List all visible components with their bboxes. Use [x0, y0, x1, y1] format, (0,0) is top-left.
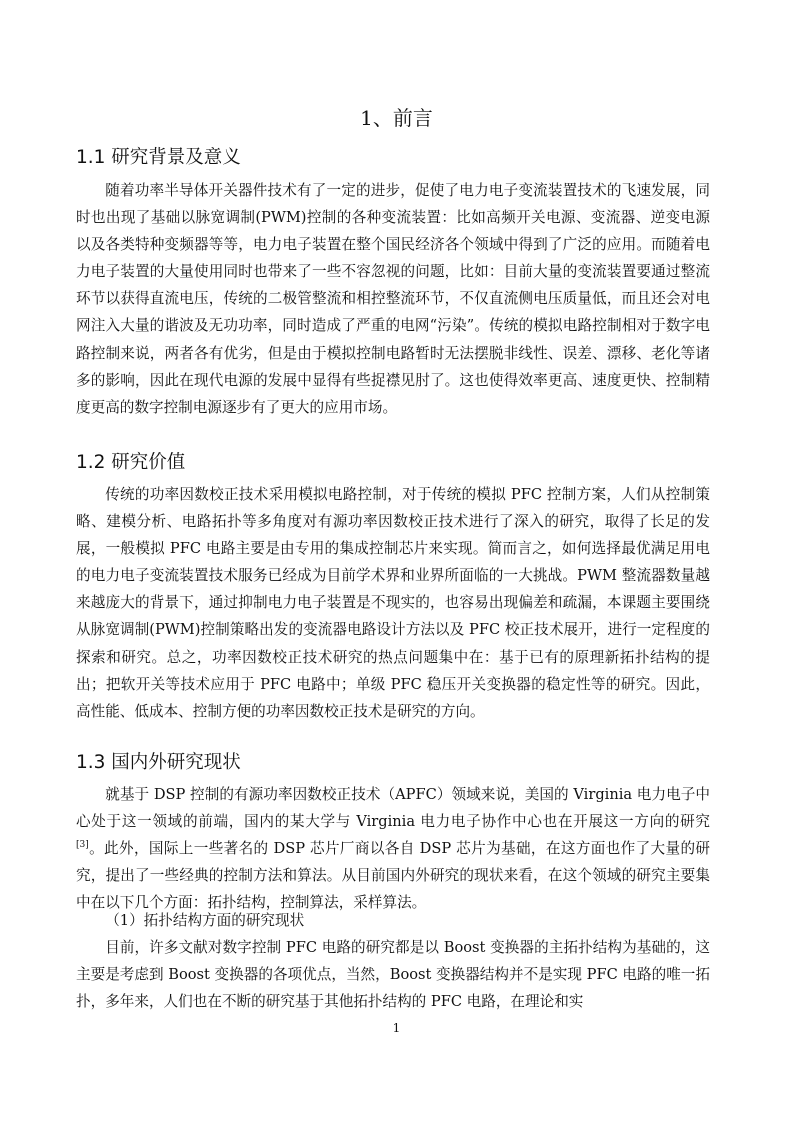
page-number: 1 [392, 1021, 401, 1035]
chapter-title: 1、前言 [360, 106, 433, 130]
section-paragraph-1-1: 随着功率半导体开关器件技术有了一定的进步，促使了电力电子变流装置技术的飞速发展，同时也出现了基础以脉宽调制(PWM)控制的各种变流装置：比如高频开关电源、变流器、逆变电源以及各类特种变频器等等，电力电子装置在整个国民经济各个领域中得到了广泛的应用。而随着电力电子装置的大量使用同时也带来了一些不容忽视的问题，比如：目前大量的变流装置要通过整流环节以获得直流电压，传统的二极管整流和相控整流环节，不仅直流侧电压质量低，而且还会对电网注入大量的谐波及无功功率，同时造成了严重的电网“污染”。传统的模拟电路控制相对于数字电路控制来说，两者各有优劣，但是由于模拟控制电路暂时无法摆脱非线性、误差、漂移、老化等诸多的影响，因此在现代电源的发展中显得有些捉襟见肘了。这也使得效率更高、速度更快、控制精度更高的数字控制电源逐步有了更大的应用市场。 [76, 182, 710, 416]
citation-ref: [3] [76, 840, 89, 851]
section-heading-1-1: 1.1 研究背景及意义 [76, 147, 241, 168]
section-paragraph-1-2: 传统的功率因数校正技术采用模拟电路控制，对于传统的模拟 PFC 控制方案，人们从控制策略、建模分析、电路拓扑等多角度对有源功率因数校正技术进行了深入的研究，取得了长足的发展，一般模拟 PFC 电路主要是由专用的集成控制芯片来实现。简而言之，如何选择最优满足用电的电力电子变流装置技术服务已经成为目前学术界和业界所面临的一大挑战。PWM 整流器数量越来越庞大的背景下，通过抑制电力电子装置是不现实的，也容易出现偏差和疏漏，本课题主要围绕从脉宽调制(PWM)控制策略出发的变流器电路设计方法以及 PFC 校正技术展开，进行一定程度的探索和研究。总之，功率因数校正技术研究的热点问题集中在：基于已有的原理新拓扑结构的提出；把软开关等技术应用于 PFC 电路中；单级 PFC 稳压开关变换器的稳定性等的研究。因此，高性能、低成本、控制方便的功率因数校正技术是研究的方向。 [76, 486, 710, 720]
subheading-topology: （1）拓扑结构方面的研究现状 [105, 912, 305, 929]
section-paragraph-1-3 [76, 781, 710, 916]
paragraph-text-after-ref: 。此外，国际上一些著名的 DSP 芯片厂商以各自 DSP 芯片为基础，在这方面也作了大量的研究，提出了一些经典的控制方法和算法。从目前国内外研究的现状来看，在这个领域的研究主要集中在以下几个方面：拓扑结构，控制算法，采样算法。 [76, 840, 710, 912]
paragraph-text-before-ref: 就基于 DSP 控制的有源功率因数校正技术（APFC）领域来说，美国的 Virginia 电力电子中心处于这一领域的前端，国内的某大学与 Virginia 电力电子协作中心也在开展这一方向的研究 [76, 786, 710, 831]
section-heading-1-2: 1.2 研究价值 [76, 452, 186, 473]
paragraph-topology: 目前，许多文献对数字控制 PFC 电路的研究都是以 Boost 变换器的主拓扑结构为基础的，这主要是考虑到 Boost 变换器的各项优点，当然，Boost 变换器结构并不是实现 PFC 电路的唯一拓扑，多年来，人们也在不断的研究基于其他拓扑结构的 PFC 电路，在理论和实 [76, 939, 710, 1011]
section-heading-1-3: 1.3 国内外研究现状 [76, 752, 241, 773]
